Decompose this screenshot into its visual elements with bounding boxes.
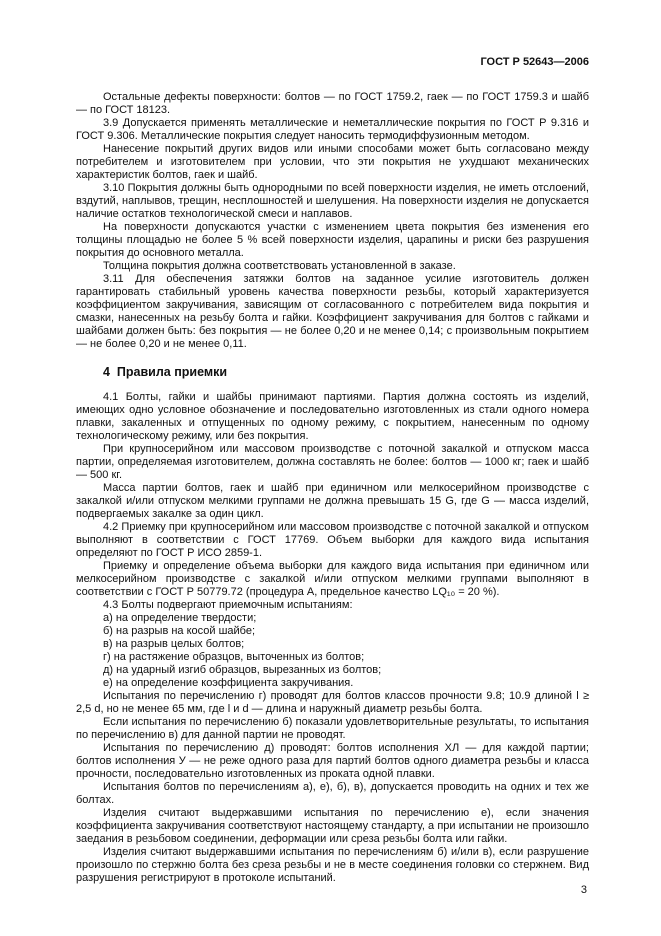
paragraph: На поверхности допускаются участки с изменением цвета покрытия без изменения его толщины площадью не более 5 % всей поверхности изделия, царапины и риски без разрушения покрытия до основного металла. xyxy=(76,221,589,259)
paragraph: При крупносерийном или массовом производстве с поточной закалкой и отпуском масса партии, определяемая изготовителем, должна составлять не более: болтов — 1000 кг; гаек и шайб — 500 кг. xyxy=(76,443,589,481)
document-number: ГОСТ Р 52643—2006 xyxy=(480,56,589,68)
paragraph: Испытания по перечислению д) проводят: болтов исполнения ХЛ — для каждой партии; болтов исполнения У — не реже одного раза для партий болтов одного диаметра резьбы и класса прочности, последовательно изготовленных из проката одной плавки. xyxy=(76,742,589,780)
paragraph: Толщина покрытия должна соответствовать установленной в заказе. xyxy=(103,260,456,272)
paragraph: 4.2 Приемку при крупносерийном или массовом производстве с поточной закалкой и отпуском выполняют в соответствии с ГОСТ 17769. Объем выборки для каждого вида испытания определяют по ГОСТ Р ИСО 2859-1. xyxy=(76,521,589,559)
paragraph: Изделия считают выдержавшими испытания по перечислению е), если значения коэффициента закручивания соответствуют настоящему стандарту, а при испытании не произошло заедания в резьбовом соединении, деформации или среза резьбы болта или гайки. xyxy=(76,807,589,845)
paragraph: 3.10 Покрытия должны быть однородными по всей поверхности изделия, не иметь отслоений, вздутий, наплывов, трещин, несплошностей и шелушения. На поверхности изделия не допускается наличие остатков технологической смеси и наплавов. xyxy=(76,182,589,220)
paragraph: Изделия считают выдержавшими испытания по перечислениям б) и/или в), если разрушение произошло по стержню болта без среза резьбы и не в месте соединения головки со стержнем. Вид разрушения регистрируют в протоколе испытаний. xyxy=(76,846,589,884)
paragraph: 4.3 Болты подвергают приемочным испытаниям: xyxy=(103,599,353,611)
list-item: в) на разрыв целых болтов; xyxy=(103,638,245,650)
page-header xyxy=(76,56,589,69)
list-item: б) на разрыв на косой шайбе; xyxy=(103,625,256,637)
paragraph: Масса партии болтов, гаек и шайб при единичном или мелкосерийном производстве с закалкой и/или отпуском мелкими группами не должна превышать 15 G, где G — масса изделий, подвергаемых закалке за один цикл. xyxy=(76,482,589,520)
section-heading: 4 Правила приемки xyxy=(103,365,228,379)
page-footer xyxy=(581,884,587,897)
list-item: а) на определение твердости; xyxy=(103,612,257,624)
paragraph: Нанесение покрытий других видов или иными способами может быть согласовано между потребителем и изготовителем при условии, что эти покрытия не ухудшают механических характеристик болтов, гаек и шайб. xyxy=(76,143,589,181)
paragraph: Испытания болтов по перечислениям а), е), б), в), допускается проводить на одних и тех же болтах. xyxy=(76,781,589,806)
paragraph: 3.11 Для обеспечения затяжки болтов на заданное усилие изготовитель должен гарантировать стабильный уровень качества поверхности резьбы, который характеризуется коэффициентом закручивания, зависящим от согласованного с потребителем вида покрытия и смазки, нанесенных на резьбу болта и гайки. Коэффициент закручивания для болтов с гайками и шайбами должен быть: без покрытия — не более 0,20 и не менее 0,14; с произвольным покрытием — не более 0,20 и не менее 0,11. xyxy=(76,273,589,350)
paragraph: 3.9 Допускается применять металлические и неметаллические покрытия по ГОСТ Р 9.316 и ГОСТ 9.306. Металлические покрытия следует наносить термодиффузионным методом. xyxy=(76,117,589,142)
page-number: 3 xyxy=(580,884,587,896)
document-content xyxy=(76,91,589,885)
paragraph: Если испытания по перечислению б) показали удовлетворительные результаты, то испытания по перечислению в) для данной партии не проводят. xyxy=(76,716,589,741)
list-item: г) на растяжение образцов, выточенных из болтов; xyxy=(103,651,365,663)
paragraph: 4.1 Болты, гайки и шайбы принимают партиями. Партия должна состоять из изделий, имеющих одно условное обозначение и последовательно изготовленных из стали одного номера плавки, закаленных и отпущенных по одному режиму, с покрытием, нанесенным по одному технологическому режиму, или без покрытия. xyxy=(76,391,589,442)
list-item: е) на определение коэффициента закручивания. xyxy=(103,677,354,689)
paragraph: Остальные дефекты поверхности: болтов — по ГОСТ 1759.2, гаек — по ГОСТ 1759.3 и шайб — по ГОСТ 18123. xyxy=(76,91,589,116)
paragraph: Испытания по перечислению г) проводят для болтов классов прочности 9.8; 10.9 длиной l ≥ 2,5 d, но не менее 65 мм, где l и d — длина и наружный диаметр резьбы болта. xyxy=(76,690,589,715)
paragraph: Приемку и определение объема выборки для каждого вида испытания при единичном или мелкосерийном производстве с закалкой и/или отпуском мелкими группами выполняют в соответствии с ГОСТ Р 50779.72 (процедура А, предельное качество LQ₁₀ = 20 %). xyxy=(76,560,589,598)
list-item: д) на ударный изгиб образцов, вырезанных из болтов; xyxy=(103,664,382,676)
